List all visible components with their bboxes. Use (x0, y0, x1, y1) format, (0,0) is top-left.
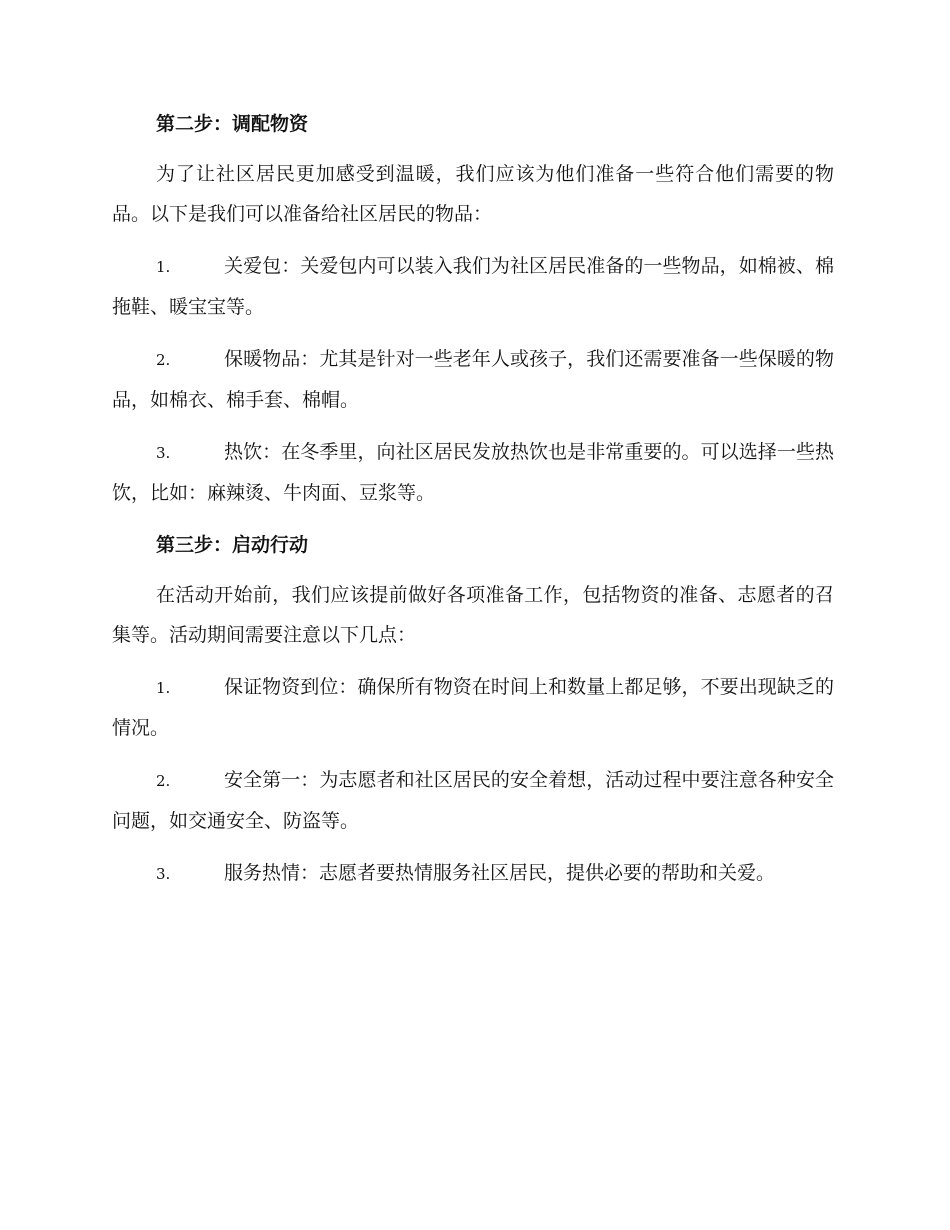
list-item-text: 保证物资到位：确保所有物资在时间上和数量上都足够，不要出现缺乏的情况。 (112, 676, 834, 739)
list-item-number: 2. (156, 772, 171, 790)
list-item-number: 3. (156, 444, 171, 462)
section-heading-step3: 第三步：启动行动 (156, 534, 309, 556)
list-item (112, 432, 834, 513)
list-item (112, 667, 834, 748)
list-item (112, 339, 834, 420)
list-item (112, 853, 834, 894)
list-item-number: 1. (156, 258, 171, 276)
list-item-number: 3. (156, 865, 171, 883)
document-page (112, 104, 834, 906)
section-intro-step3: 在活动开始前，我们应该提前做好各项准备工作，包括物资的准备、志愿者的召集等。活动期间需要注意以下几点： (112, 584, 834, 646)
list-item-number: 1. (156, 679, 171, 697)
list-item (112, 760, 834, 841)
list-item-text: 服务热情：志愿者要热情服务社区居民，提供必要的帮助和关爱。 (224, 862, 776, 884)
list-item-text: 关爱包：关爱包内可以装入我们为社区居民准备的一些物品，如棉被、棉拖鞋、暖宝宝等。 (112, 255, 834, 318)
list-item-text: 安全第一：为志愿者和社区居民的安全着想，活动过程中要注意各种安全问题，如交通安全、防盗等。 (112, 769, 834, 832)
section-heading-step2: 第二步：调配物资 (156, 113, 309, 135)
list-item (112, 246, 834, 327)
section-intro-step2: 为了让社区居民更加感受到温暖，我们应该为他们准备一些符合他们需要的物品。以下是我们可以准备给社区居民的物品： (112, 163, 834, 225)
list-item-text: 保暖物品：尤其是针对一些老年人或孩子，我们还需要准备一些保暖的物品，如棉衣、棉手套、棉帽。 (112, 348, 834, 411)
list-item-text: 热饮：在冬季里，向社区居民发放热饮也是非常重要的。可以选择一些热饮，比如：麻辣烫、牛肉面、豆浆等。 (112, 441, 834, 504)
list-item-number: 2. (156, 351, 171, 369)
